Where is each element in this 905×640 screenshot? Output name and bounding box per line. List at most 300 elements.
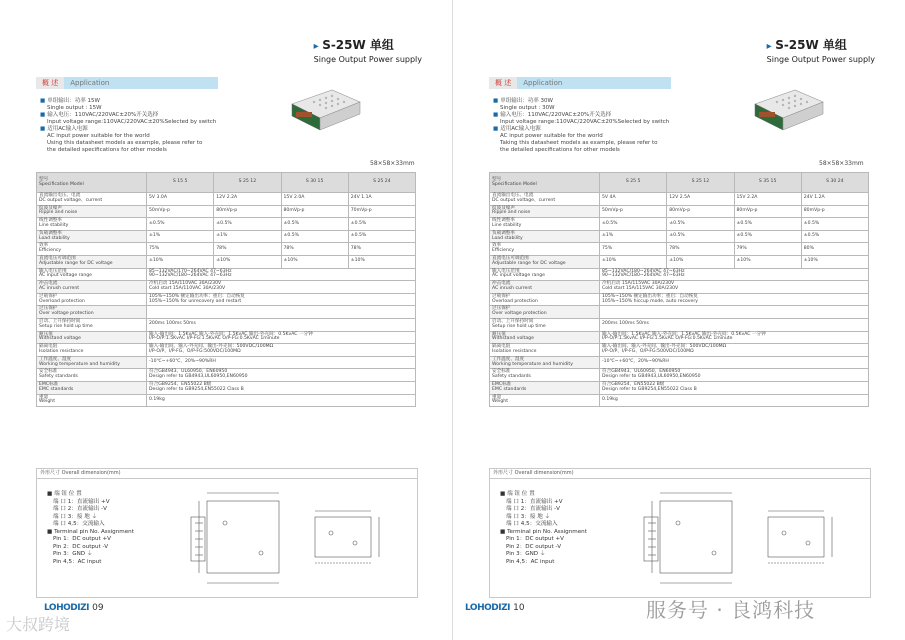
terminal-line: ■ Terminal pin No. Assignment <box>500 528 587 535</box>
spec-value: 80mVp-p <box>214 205 281 218</box>
spec-row-label <box>490 193 600 206</box>
spec-row-label-en: EMC standards <box>39 386 74 392</box>
spec-row-label-cn: 直流电压可调范围 <box>492 255 529 261</box>
spec-value: 5V 3.0A <box>147 193 214 206</box>
spec-row-label-en: Load stability <box>492 235 523 241</box>
terminal-line: Pin 3：GND ⏚ <box>53 551 93 557</box>
spec-row-label-en: Isolation resistance <box>39 348 84 354</box>
spec-row-label-cn: 输入电压范围 <box>492 268 520 274</box>
header-title-en: Singe Output Power supply <box>766 55 875 64</box>
spec-row-label-cn: 启动、上升保持时间 <box>39 318 81 324</box>
spec-value: ±0.5% <box>801 230 868 243</box>
model-cell: S 25 24 <box>348 173 415 193</box>
spec-row-label-cn: 线性调整率 <box>39 218 62 224</box>
spec-row-label-en: Load stability <box>39 235 70 241</box>
bullet-2 <box>40 112 216 119</box>
spec-value-span: 输入-输出间、输入-外壳间、输出-外壳间：500VDC/100MΩ I/P-O/P、I/P-FG、O/P-FG:500VDC/100MΩ <box>147 344 416 357</box>
spec-row <box>37 356 416 369</box>
drawing-caption: 外形尺寸 Overall dimension(mm) <box>37 469 417 479</box>
terminal-line: 端 口 3：接 地 ⏚ <box>53 513 98 520</box>
page-header <box>767 36 875 64</box>
dimension-label: 58×58×33mm <box>819 160 864 167</box>
model-label: Model <box>522 181 537 187</box>
spec-row-label-en: Safety standards <box>492 374 531 380</box>
spec-row-label <box>490 381 600 394</box>
spec-row-label-cn: 效率 <box>39 243 49 249</box>
bullet-3 <box>493 126 669 133</box>
dimension-drawing-lines-icon <box>618 483 864 593</box>
bullet-marker-icon: ■ <box>40 98 46 104</box>
spec-row-label-en: Setup rise hold up time <box>39 323 93 329</box>
spec-row-label <box>37 356 147 369</box>
spec-value: ±0.5% <box>281 218 348 231</box>
spec-value: ±0.5% <box>281 230 348 243</box>
brand-logo: LOHODIZI <box>465 603 510 613</box>
spec-row-label-en: EMC standards <box>492 386 527 392</box>
spec-value: ±0.5% <box>667 218 734 231</box>
spec-row-label-cn: 冲击电流 <box>492 281 511 287</box>
bullet-marker-icon: ■ <box>493 98 499 104</box>
spec-row-label-en: Setup rise hold up time <box>492 323 546 329</box>
spec-row-label <box>37 193 147 206</box>
spec-label-cell <box>490 173 600 193</box>
spec-row-label-en: Withstand voltage <box>492 336 534 342</box>
spec-value-span: 输入-输出间：1.5KvAC 输入-外壳间：1.5KvAC 输出-外壳间：0.5KvAC 一分钟 I/P-O/P:1.5KvAC I/P-FG:1.5KvAC O/P-FG:0.5KvAC 1minute <box>600 331 869 344</box>
spec-value-span: 85~132VAC/170~264VAC 47~63Hz 90~132VAC/180~264VAC 47~63Hz <box>147 268 416 281</box>
spec-row-label <box>37 331 147 344</box>
spec-row-label-cn: 工作温度、湿度 <box>492 356 525 362</box>
bullet-1-en: Single output : 15W <box>47 105 102 111</box>
spec-value: 78% <box>214 243 281 256</box>
bullet-marker-icon: ■ <box>493 112 499 118</box>
bullet-note-1: Taking this datasheet models as example, please refer to <box>500 140 658 146</box>
spec-row <box>37 193 416 206</box>
spec-value: 78% <box>281 243 348 256</box>
spec-row-label <box>37 218 147 231</box>
spec-row-label <box>490 218 600 231</box>
bullet-marker-icon: ■ <box>40 126 46 132</box>
bullet-cn: 输入电压：110VAC/220VAC±20%开关选择 <box>500 112 612 118</box>
spec-row-label <box>37 205 147 218</box>
page-footer <box>465 603 525 613</box>
terminal-line: 端 口 1：直流输出 +V <box>506 498 563 505</box>
spec-value: 15V 2.2A <box>734 193 801 206</box>
spec-row-label-en: Weight <box>39 399 56 405</box>
spec-value: ±10% <box>348 255 415 268</box>
spec-label-cell <box>37 173 147 193</box>
spec-row-label <box>490 331 600 344</box>
spec-value: ±0.5% <box>667 230 734 243</box>
spec-row <box>37 381 416 394</box>
section-tab-cn: 概 述 <box>36 77 64 89</box>
product-image <box>747 82 827 132</box>
spec-row-label <box>37 318 147 331</box>
spec-value-span: 105%~150% 额定输出功率；重启：自动恢复 105%~150% for unrecovery and restart <box>147 293 416 306</box>
spec-row <box>37 293 416 306</box>
spec-row <box>490 293 869 306</box>
terminal-line: ■ Terminal pin No. Assignment <box>47 528 134 535</box>
spec-row-label-en: AC inrush current <box>492 285 533 291</box>
terminal-assignment <box>500 491 587 566</box>
spec-label-cn: 型号 <box>39 176 49 182</box>
spec-value: 80% <box>801 243 868 256</box>
spec-row-label <box>490 230 600 243</box>
spec-row-label-cn: 过载保护 <box>492 293 511 299</box>
spec-value-span: 符合GB9254、EN55022 B级 Design refer to GB9254,EN55022 Class B <box>147 381 416 394</box>
spec-row <box>490 356 869 369</box>
spec-row-label-en: Adjustable range for DC voltage <box>492 260 566 266</box>
spec-value: 24V 1.1A <box>348 193 415 206</box>
terminal-line: 端 口 4,5：交流输入 <box>53 521 105 527</box>
spec-row-label-en: AC inrush current <box>39 285 80 291</box>
page-number: 09 <box>92 603 104 613</box>
spec-row <box>490 243 869 256</box>
spec-row-label-cn: 安全标准 <box>39 369 58 375</box>
section-tab-en: Application <box>70 79 110 87</box>
spec-row-label-cn: EMC标准 <box>39 381 59 387</box>
terminal-line: Pin 1：DC output +V <box>53 536 112 542</box>
dimension-label: 58×58×33mm <box>370 160 415 167</box>
spec-row-label-cn: 重量 <box>492 394 502 400</box>
spec-row-label-cn: 耐压值 <box>492 331 506 337</box>
spec-row <box>490 306 869 319</box>
model-cell: S 25 12 <box>667 173 734 193</box>
spec-value-span: 105%~150% 额定输出功率；重启：自动恢复 105%~150% hiccup mode, auto recovery <box>600 293 869 306</box>
dimension-drawing <box>36 468 418 598</box>
section-tab-cn: 概 述 <box>489 77 517 89</box>
spec-row-label-en: Adjustable range for DC voltage <box>39 260 113 266</box>
spec-value: 80mVp-p <box>667 205 734 218</box>
spec-row-label <box>37 394 147 407</box>
spec-label-cn: 型号 <box>492 176 502 182</box>
spec-table <box>36 172 416 407</box>
spec-row-label-cn: 负载调整率 <box>39 230 62 236</box>
bullet-cn: 单组输出：功率 15W <box>47 98 100 104</box>
spec-row <box>490 255 869 268</box>
spec-row-label <box>490 356 600 369</box>
spec-row <box>490 318 869 331</box>
bullet-cn: 适用AC输入电源 <box>47 126 88 132</box>
spec-row <box>490 205 869 218</box>
spec-row-label <box>490 243 600 256</box>
spec-value: 24V 1.2A <box>801 193 868 206</box>
spec-value: ±10% <box>214 255 281 268</box>
terminal-line: Pin 4,5：AC input <box>53 558 102 565</box>
section-tab <box>489 77 671 89</box>
bullet-cn: 单组输出：功率 30W <box>500 98 553 104</box>
terminal-line: 端 口 2：直流输出 -V <box>506 506 560 512</box>
spec-row-label-en: DC output voltage、current <box>492 197 556 203</box>
spec-row-label-en: Over voltage protection <box>39 311 94 317</box>
spec-row-label-en: Line stability <box>39 222 69 228</box>
section-tab-en: Application <box>523 79 563 87</box>
model-cell: S 25 12 <box>214 173 281 193</box>
product-image <box>284 82 364 132</box>
spec-row-label-cn: 直流输出电压、电流 <box>39 193 81 198</box>
spec-value: ±10% <box>667 255 734 268</box>
spec-value: ±0.5% <box>801 218 868 231</box>
terminal-line: Pin 2：DC output -V <box>53 543 109 550</box>
spec-value: ±0.5% <box>600 218 667 231</box>
spec-row-label-cn: 工作温度、湿度 <box>39 356 72 362</box>
bullet-1-en: Single output : 30W <box>500 105 555 111</box>
spec-row-label <box>37 255 147 268</box>
spec-value-span: 符合GB4943、UL60950、EN60950 Design refer to GB4943,UL60950,EN60950 <box>147 369 416 382</box>
spec-row <box>37 318 416 331</box>
spec-row-label-en: Ripple and noise <box>492 210 531 216</box>
terminal-line: ■ 端 钮 位 置 <box>47 491 82 497</box>
spec-row-label <box>490 344 600 357</box>
bullet-note-2: the detailed specifications for other models <box>47 147 167 153</box>
spec-row <box>37 218 416 231</box>
spec-row-label-cn: 过压保护 <box>492 306 511 312</box>
terminal-line: 端 口 1：直流输出 +V <box>53 498 110 505</box>
spec-row-label-en: Safety standards <box>39 374 78 380</box>
terminal-line: Pin 3：GND ⏚ <box>506 551 546 557</box>
spec-value-span: 200ms 100ms 50ms <box>600 318 869 331</box>
spec-row-label-en: Overload protection <box>39 298 85 304</box>
spec-value: ±0.5% <box>734 230 801 243</box>
page-number: 10 <box>513 603 525 613</box>
spec-row-label-en: DC output voltage、current <box>39 197 103 203</box>
spec-row-label-en: Working temperature and humidity <box>492 361 573 367</box>
spec-row-label-en: Efficiency <box>39 248 62 254</box>
spec-row-label <box>490 281 600 294</box>
terminal-line: Pin 2：DC output -V <box>506 543 562 550</box>
spec-row-label-cn: 安全标准 <box>492 369 511 375</box>
spec-row <box>37 344 416 357</box>
model-cell: S 30 15 <box>281 173 348 193</box>
spec-row-label-en: Weight <box>492 399 509 405</box>
spec-value: 12V 2.5A <box>667 193 734 206</box>
left-page <box>0 0 452 640</box>
spec-value: ±10% <box>801 255 868 268</box>
spec-value-span: 冷机启动 15A/110VAC 30A/230V Cold start 15A/110VAC 30A/230V <box>147 281 416 294</box>
spec-row-label-en: AC input voltage range <box>39 273 92 279</box>
spec-row <box>37 230 416 243</box>
spec-row-label-en: Isolation resistance <box>492 348 537 354</box>
spec-row-label <box>490 318 600 331</box>
spec-value: 80mVp-p <box>801 205 868 218</box>
spec-row-label-cn: 隔离电阻 <box>492 344 511 350</box>
spec-value-span: 输入-输出间：1.5KvAC 输入-外壳间：1.5KvAC 输出-外壳间：0.5KvAC 一分钟 I/P-O/P:1.5KvAC I/P-FG:1.5KvAC O/P-FG:0.5KvAC 1minute <box>147 331 416 344</box>
right-page <box>453 0 905 640</box>
spec-row <box>37 369 416 382</box>
model-cell: S 35 15 <box>734 173 801 193</box>
spec-row-label-cn: 冲击电流 <box>39 281 58 287</box>
spec-row <box>490 230 869 243</box>
spec-value-span <box>147 306 416 319</box>
spec-row-label <box>37 306 147 319</box>
spec-row-label-cn: 重量 <box>39 394 49 400</box>
spec-row <box>490 369 869 382</box>
spec-row-label <box>490 268 600 281</box>
spec-row <box>490 381 869 394</box>
spec-value-span: 200ms 100ms 50ms <box>147 318 416 331</box>
spec-value: 75% <box>147 243 214 256</box>
spec-value: 5V 4A <box>600 193 667 206</box>
spec-row <box>490 394 869 407</box>
spec-value-span: 符合GB4943、UL60950、EN60950 Design refer to GB4943,UL60950,EN60950 <box>600 369 869 382</box>
spec-value-span <box>600 306 869 319</box>
spec-row-label-cn: 线性调整率 <box>492 218 515 224</box>
spec-row-label <box>490 205 600 218</box>
spec-value: ±1% <box>214 230 281 243</box>
spec-row-label-cn: 过载保护 <box>39 293 58 299</box>
bullet-3-en: AC input power suitable for the world <box>47 133 150 139</box>
spec-row-label <box>490 293 600 306</box>
spec-row-label-en: Efficiency <box>492 248 515 254</box>
spec-row-label <box>490 306 600 319</box>
spec-value: ±10% <box>281 255 348 268</box>
spec-row <box>490 331 869 344</box>
spec-row-label-en: Working temperature and humidity <box>39 361 120 367</box>
spec-row <box>37 255 416 268</box>
spec-row-label-cn: 直流电压可调范围 <box>39 255 76 261</box>
spec-table-body <box>490 193 869 407</box>
spec-value: ±0.5% <box>214 218 281 231</box>
spec-row-label <box>490 369 600 382</box>
spec-row <box>37 268 416 281</box>
spec-value: 15V 2.0A <box>281 193 348 206</box>
spec-label-en: Specification <box>492 181 522 187</box>
spec-row-label-cn: 纹波及噪声 <box>39 205 62 211</box>
header-title-en: Singe Output Power supply <box>313 55 422 64</box>
spec-value-span: -10℃~+60℃，20%~90%RH <box>147 356 416 369</box>
spec-value-span: 0.19kg <box>147 394 416 407</box>
spec-table <box>489 172 869 407</box>
terminal-line: Pin 1：DC output +V <box>506 536 565 542</box>
bullet-2-en: Input voltage range:110VAC/220VAC±20%Selected by switch <box>47 119 217 125</box>
spec-value: ±0.5% <box>734 218 801 231</box>
spec-value: ±10% <box>734 255 801 268</box>
model-cell: S 25 5 <box>600 173 667 193</box>
header-title-cn: ▸ S-25W 单组 <box>314 36 422 53</box>
spec-row <box>37 205 416 218</box>
spec-value: 80mVp-p <box>734 205 801 218</box>
spec-row-label <box>37 344 147 357</box>
spec-row-label <box>37 369 147 382</box>
bullet-2-en: Input voltage range:110VAC/220VAC±20%Selected by switch <box>500 119 670 125</box>
model-cell: S 30 24 <box>801 173 868 193</box>
spec-row-label <box>490 394 600 407</box>
spec-table-header <box>490 173 869 193</box>
spec-row-label-cn: 纹波及噪声 <box>492 205 515 211</box>
bullet-cn: 适用AC输入电源 <box>500 126 541 132</box>
spec-row-label-cn: 过压保护 <box>39 306 58 312</box>
terminal-assignment <box>47 491 134 566</box>
terminal-line: Pin 4,5：AC input <box>506 558 555 565</box>
bullet-list <box>493 98 669 154</box>
spec-value: ±0.5% <box>348 230 415 243</box>
dimension-drawing-lines-icon <box>165 483 411 593</box>
model-cell: S 15 5 <box>147 173 214 193</box>
spec-row-label <box>37 381 147 394</box>
spec-value: 12V 2.2A <box>214 193 281 206</box>
spec-value: 70mVp-p <box>348 205 415 218</box>
page-header <box>314 36 422 64</box>
dimension-drawing <box>489 468 871 598</box>
spec-table-header <box>37 173 416 193</box>
spec-value: 50mVp-p <box>600 205 667 218</box>
spec-row-label-cn: 启动、上升保持时间 <box>492 318 534 324</box>
spec-row <box>490 268 869 281</box>
spec-row <box>490 218 869 231</box>
spec-row-label-en: Over voltage protection <box>492 311 547 317</box>
spec-row-label-en: Overload protection <box>492 298 538 304</box>
terminal-line: 端 口 4,5：交流输入 <box>506 521 558 527</box>
model-label: Model <box>69 181 84 187</box>
spec-value: 79% <box>734 243 801 256</box>
spec-value: ±1% <box>147 230 214 243</box>
spec-value-span: 符合GB9254、EN55022 B级 Design refer to GB9254,EN55022 Class B <box>600 381 869 394</box>
spec-value: 75% <box>600 243 667 256</box>
bullet-1 <box>40 98 216 105</box>
spec-value: 80mVp-p <box>281 205 348 218</box>
bullet-list <box>40 98 216 154</box>
spec-row-label <box>37 281 147 294</box>
spec-row <box>490 344 869 357</box>
spec-value-span: 85~132VAC/180~264VAC 47~63Hz 90~132VAC/180~264VAC 47~63Hz <box>600 268 869 281</box>
spec-row <box>490 281 869 294</box>
spec-value: 50mVp-p <box>147 205 214 218</box>
spec-row-label-cn: 隔离电阻 <box>39 344 58 350</box>
spec-row-label-cn: 输入电压范围 <box>39 268 67 274</box>
drawing-caption: 外形尺寸 Overall dimension(mm) <box>490 469 870 479</box>
terminal-line: ■ 端 钮 位 置 <box>500 491 535 497</box>
spec-value: 78% <box>667 243 734 256</box>
bullet-marker-icon: ■ <box>40 112 46 118</box>
terminal-line: 端 口 2：直流输出 -V <box>53 506 107 512</box>
terminal-line: 端 口 3：接 地 ⏚ <box>506 513 551 520</box>
spec-row-label-en: Line stability <box>492 222 522 228</box>
spec-row-label <box>490 255 600 268</box>
spec-row-label <box>37 243 147 256</box>
spec-value-span: -10℃~+60℃，20%~90%RH <box>600 356 869 369</box>
spec-row-label-en: Ripple and noise <box>39 210 78 216</box>
header-title-cn: ▸ S-25W 单组 <box>767 36 875 53</box>
spec-value: ±0.5% <box>147 218 214 231</box>
spec-value: 78% <box>348 243 415 256</box>
bullet-2 <box>493 112 669 119</box>
spec-row <box>37 281 416 294</box>
spec-row-label <box>37 230 147 243</box>
spec-value-span: 0.19kg <box>600 394 869 407</box>
spec-value-span: 冷机启动 15A/115VAC 30A/230V Cold start 15A/115VAC 30A/230V <box>600 281 869 294</box>
spec-row <box>37 243 416 256</box>
spec-value: ±1% <box>600 230 667 243</box>
spec-row-label-cn: EMC标准 <box>492 381 512 387</box>
bullet-note-1: Using this datasheet models as example, please refer to <box>47 140 203 146</box>
bullet-3 <box>40 126 216 133</box>
spec-value-span: 输入-输出间、输入-外壳间、输出-外壳间：500VDC/100MΩ I/P-O/P、I/P-FG、O/P-FG:500VDC/100MΩ <box>600 344 869 357</box>
spec-row <box>37 394 416 407</box>
section-tab <box>36 77 218 89</box>
watermark-left: 大叔跨境 <box>6 615 71 634</box>
spec-table-body <box>37 193 416 407</box>
spec-row <box>37 331 416 344</box>
spec-row-label-cn: 效率 <box>492 243 502 249</box>
spec-row-label <box>37 268 147 281</box>
watermark-right: 服务号 · 良鸿科技 <box>646 598 816 622</box>
spec-value: ±0.5% <box>348 218 415 231</box>
spec-row-label-en: Withstand voltage <box>39 336 81 342</box>
spec-label-en: Specification <box>39 181 69 187</box>
spec-value: ±10% <box>147 255 214 268</box>
bullet-3-en: AC input power suitable for the world <box>500 133 603 139</box>
bullet-cn: 输入电压：110VAC/220VAC±20%开关选择 <box>47 112 159 118</box>
spec-row <box>37 306 416 319</box>
